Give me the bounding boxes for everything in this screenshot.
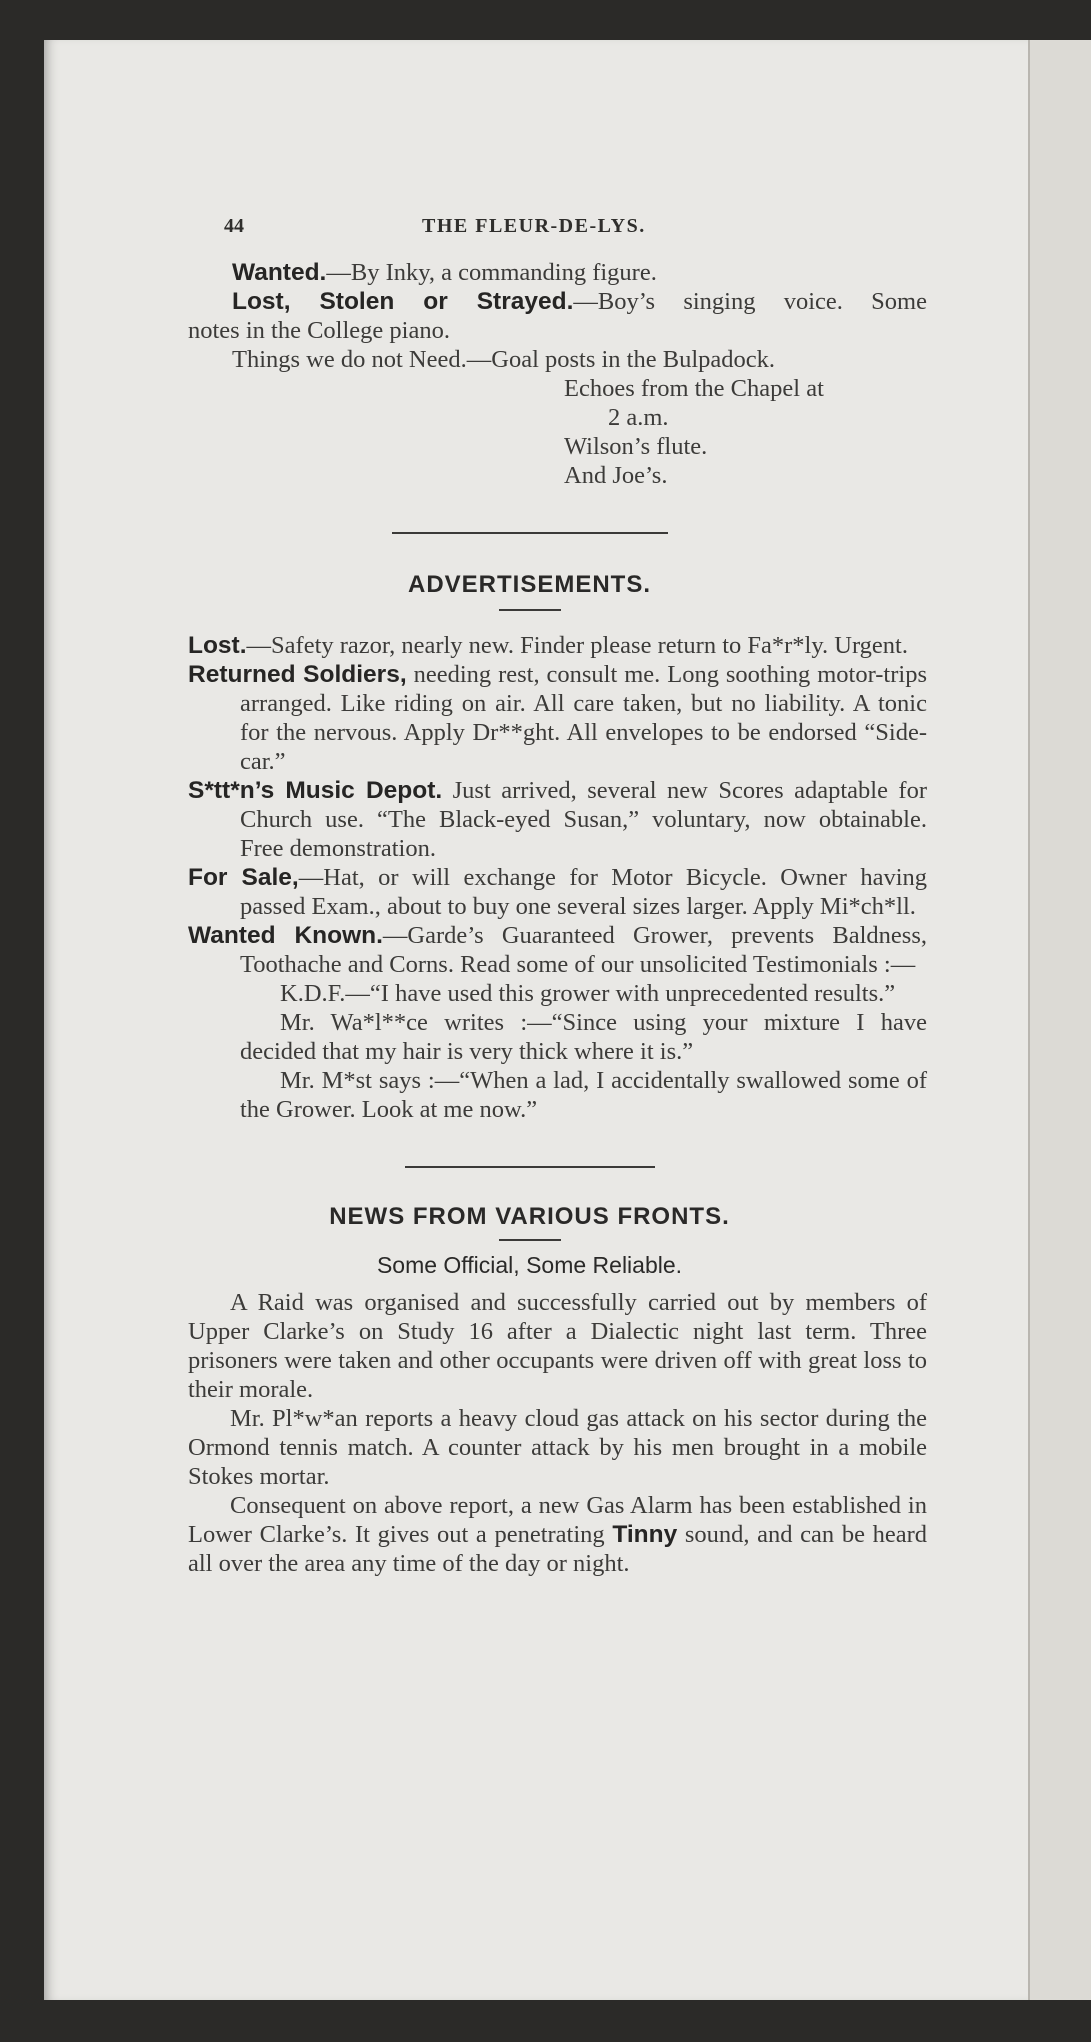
news-last-bold: Tinny	[612, 1521, 678, 1548]
news-body	[132, 1288, 927, 1578]
page-number: 44	[224, 215, 244, 237]
running-title: THE FLEUR-DE-LYS.	[422, 215, 646, 237]
ad-item	[188, 921, 927, 979]
lost-label: Lost, Stolen or Strayed.	[232, 288, 574, 315]
ad-label: Lost.	[188, 632, 247, 659]
ad-item	[188, 863, 927, 921]
news-paragraph: A Raid was organised and successfully carried out by members of Upper Clarke’s on Study 16 after a Dialectic night last term. Three prisoners were taken and other occupants were driven off with great loss to their morale.	[188, 1289, 927, 1403]
wanted-label: Wanted.	[232, 259, 327, 286]
ad-text: needing rest, consult me. Long soothing motor-trips arranged. Like riding on air. All care taken, but no liability. A tonic for the nervous. Apply Dr**ght. All envelopes to be endorsed “Side-car.”	[240, 661, 927, 775]
ad-item	[188, 660, 927, 776]
news-last-text-1: Consequent on above report, a new Gas Alarm has been established in Lower Clarke’s. It gives out a penetrating	[188, 1492, 927, 1548]
ad-text: —Hat, or will exchange for Motor Bicycle. Owner having passed Exam., about to buy one several sizes larger. Apply Mi*ch*ll.	[240, 864, 928, 920]
testimonial: K.D.F.—“I have used this grower with unprecedented results.”	[280, 980, 896, 1007]
things-3: 2 a.m.	[608, 404, 669, 431]
news-heading: NEWS FROM VARIOUS FRONTS.	[329, 1203, 730, 1230]
advertisements-heading: ADVERTISEMENTS.	[407, 571, 652, 598]
ad-label: Wanted Known.	[188, 922, 383, 949]
news-paragraph: Mr. Pl*w*an reports a heavy cloud gas attack on his sector during the Ormond tennis match. A counter attack by his men brought in a mobile Stokes mortar.	[188, 1405, 927, 1490]
wanted-text: —By Inky, a commanding figure.	[326, 259, 657, 286]
testimonial: Mr. M*st says :—“When a lad, I accidentally swallowed some of the Grower. Look at me now.”	[240, 1067, 927, 1123]
things-5: And Joe’s.	[564, 462, 668, 489]
things-4: Wilson’s flute.	[564, 433, 708, 460]
ad-item	[188, 776, 927, 863]
running-header	[132, 190, 927, 240]
page-content	[132, 190, 927, 1578]
news-subheading: Some Official, Some Reliable.	[376, 1252, 683, 1278]
news-last-text-2: sound, and can be heard all over the area any time of the day or night.	[188, 1521, 927, 1577]
lost-text-2: notes in the College piano.	[188, 317, 450, 344]
ad-text: —Safety razor, nearly new. Finder please return to Fa*r*ly. Urgent.	[246, 632, 908, 659]
ad-label: Returned Soldiers,	[188, 661, 407, 688]
things-prefix: Things we do not Need.	[232, 346, 467, 373]
ad-text: Just arrived, several new Scores adaptable for Church use. “The Black-eyed Susan,” voluntary, now obtainable. Free demonstration.	[240, 777, 928, 862]
page-edge	[1028, 40, 1091, 2000]
ad-label: For Sale,	[188, 864, 299, 891]
ad-item	[188, 631, 927, 660]
ad-label: S*tt*n’s Music Depot.	[188, 777, 443, 804]
things-1: —Goal posts in the Bulpadock.	[466, 346, 776, 373]
advertisements-list	[132, 631, 927, 1124]
news-paragraph	[188, 1491, 927, 1578]
things-2: Echoes from the Chapel at	[564, 375, 824, 402]
wants-section	[132, 258, 927, 490]
lost-text-1: —Boy’s singing voice. Some	[573, 288, 927, 315]
ad-text: —Garde’s Guaranteed Grower, prevents Baldness, Toothache and Corns. Read some of our unsolicited Testimonials :—	[240, 922, 927, 978]
testimonial: Mr. Wa*l**ce writes :—“Since using your mixture I have decided that my hair is very thick where it is.”	[240, 1009, 927, 1065]
